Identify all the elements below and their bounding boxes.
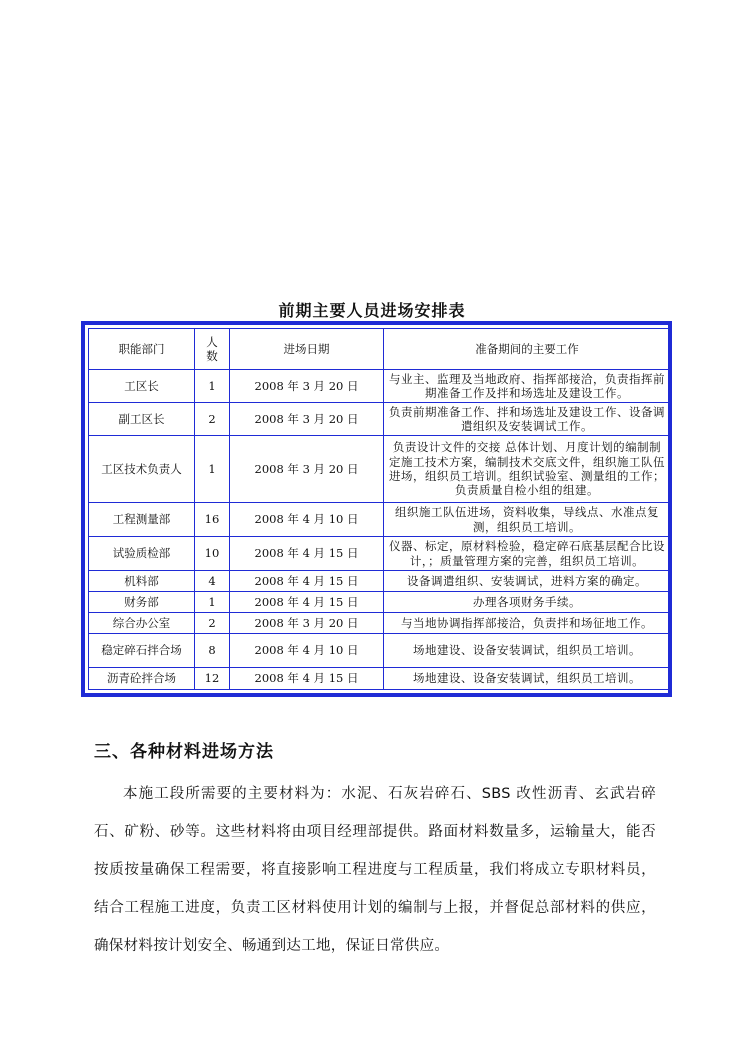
row-work: 场地建设、设备安装调试，组织员工培训。 [384, 634, 671, 668]
staff-table-frame [81, 321, 672, 697]
header-dept: 职能部门 [89, 329, 195, 370]
row-work: 负责前期准备工作、拌和场选址及建设工作、设备调遣组织及安装调试工作。 [384, 403, 671, 436]
row-date: 2008 年 4 月 15 日 [230, 668, 384, 690]
row-date: 2008 年 4 月 10 日 [230, 634, 384, 668]
table-row [89, 370, 671, 403]
row-work: 仪器、标定，原材料检验，稳定碎石底基层配合比设计，；质量管理方案的完善，组织员工培训。 [384, 537, 671, 571]
header-count: 人数 [195, 329, 230, 370]
row-dept: 沥青砼拌合场 [89, 668, 195, 690]
table-row [89, 634, 671, 668]
row-date: 2008 年 4 月 15 日 [230, 537, 384, 571]
row-dept: 副工区长 [89, 403, 195, 436]
row-dept: 稳定碎石拌合场 [89, 634, 195, 668]
header-work: 准备期间的主要工作 [384, 329, 671, 370]
row-date: 2008 年 3 月 20 日 [230, 436, 384, 503]
table-row [89, 571, 671, 592]
table-row [89, 436, 671, 503]
row-dept: 财务部 [89, 592, 195, 613]
row-count: 1 [195, 370, 230, 403]
row-dept: 试验质检部 [89, 537, 195, 571]
row-dept: 工程测量部 [89, 503, 195, 537]
row-date: 2008 年 3 月 20 日 [230, 370, 384, 403]
row-count: 2 [195, 613, 230, 634]
table-title: 前期主要人员进场安排表 [278, 301, 466, 320]
row-count: 1 [195, 592, 230, 613]
row-count: 1 [195, 436, 230, 503]
row-date: 2008 年 4 月 15 日 [230, 571, 384, 592]
row-dept: 工区长 [89, 370, 195, 403]
row-count: 8 [195, 634, 230, 668]
row-dept: 机料部 [89, 571, 195, 592]
section-heading: 三、各种材料进场方法 [94, 742, 274, 762]
row-work: 办理各项财务手续。 [384, 592, 671, 613]
body-paragraph: 本施工段所需要的主要材料为：水泥、石灰岩碎石、SBS 改性沥青、玄武岩碎石、矿粉、砂等。这些材料将由项目经理部提供。路面材料数量多，运输量大，能否按质按量确保工程需要，将直接影响工程进度与工程质量，我们将成立专职材料员，结合工程施工进度，负责工区材料使用计划的编制与上报，并督促总部材料的供应，确保材料按计划安全、畅通到达工地，保证日常供应。 [94, 786, 656, 954]
table-row [89, 503, 671, 537]
row-count: 10 [195, 537, 230, 571]
row-work: 与业主、监理及当地政府、指挥部接洽，负责指挥前期准备工作及拌和场选址及建设工作。 [384, 370, 671, 403]
staff-table [88, 328, 671, 690]
row-work: 设备调遣组织、安装调试，进料方案的确定。 [384, 571, 671, 592]
row-count: 12 [195, 668, 230, 690]
table-row [89, 613, 671, 634]
row-count: 2 [195, 403, 230, 436]
row-dept: 综合办公室 [89, 613, 195, 634]
header-date: 进场日期 [230, 329, 384, 370]
table-row [89, 592, 671, 613]
row-date: 2008 年 4 月 15 日 [230, 592, 384, 613]
row-work: 场地建设、设备安装调试，组织员工培训。 [384, 668, 671, 690]
row-date: 2008 年 3 月 20 日 [230, 403, 384, 436]
table-row [89, 668, 671, 690]
row-dept: 工区技术负责人 [89, 436, 195, 503]
header-row [89, 329, 671, 370]
row-work: 负责设计文件的交接 总体计划、月度计划的编制制定施工技术方案，编制技术交底文件，组织施工队伍进场，组织员工培训。组织试验室、测量组的工作；负责质量自检小组的组建。 [384, 436, 671, 503]
table-row [89, 537, 671, 571]
table-row [89, 403, 671, 436]
row-work: 组织施工队伍进场，资料收集，导线点、水准点复测，组织员工培训。 [384, 503, 671, 537]
row-date: 2008 年 4 月 10 日 [230, 503, 384, 537]
row-work: 与当地协调指挥部接洽，负责拌和场征地工作。 [384, 613, 671, 634]
row-count: 16 [195, 503, 230, 537]
row-date: 2008 年 3 月 20 日 [230, 613, 384, 634]
row-count: 4 [195, 571, 230, 592]
